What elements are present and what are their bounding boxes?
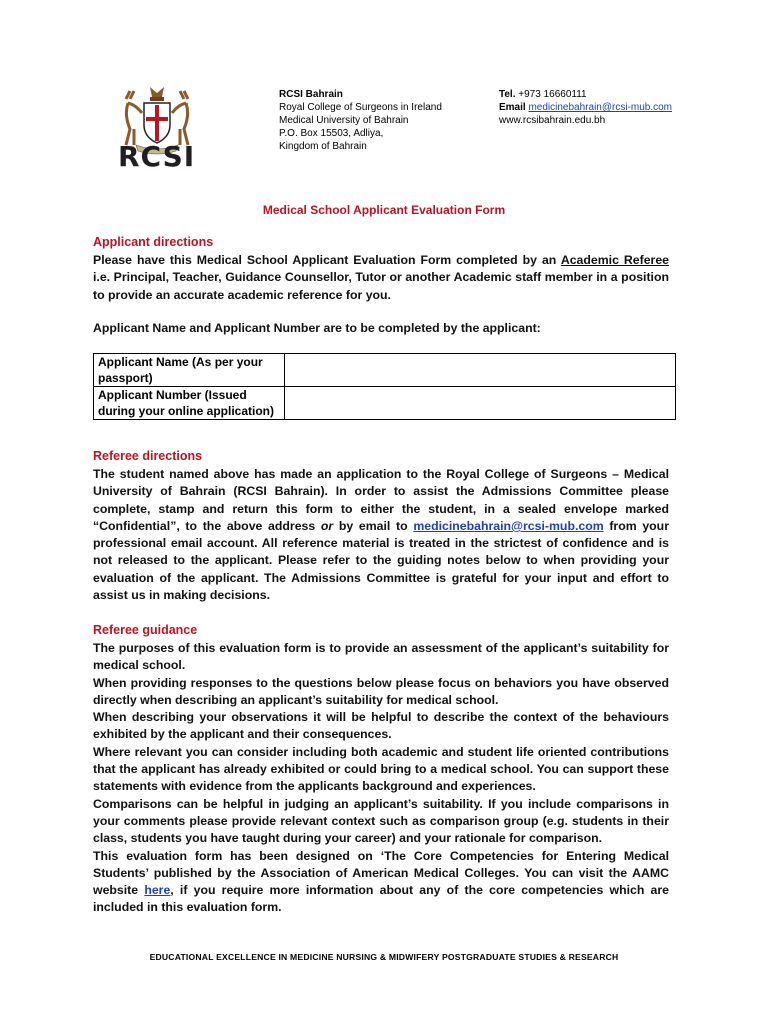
applicant-name-field[interactable] [285,354,676,387]
italic-or: or [320,518,334,533]
logo-wordmark: RCSI [118,140,196,173]
applicant-number-label: Applicant Number (Issued during your online application) [94,387,285,420]
referee-directions-heading: Referee directions [93,449,203,463]
address-line: Kingdom of Bahrain [279,141,367,152]
form-title: Medical School Applicant Evaluation Form [262,203,506,217]
applicant-directions-text [93,252,669,304]
guidance-paragraph [93,848,669,917]
address-line: Medical University of Bahrain [279,115,409,126]
address-block [279,88,442,153]
text: This evaluation form has been designed on ‘The Core Competencies for Entering Medical Students’ published by the Association of American Medical Colleges. You can visit the AAMC website [93,848,669,898]
guidance-paragraph: Comparisons can be helpful in judging an applicant’s suitability. If you include comparisons in your comments please provide relevant context such as comparison group (e.g. students in their class, students you have taught during your career) and your rationale for comparison. [93,796,669,846]
text: from your professional email account. All reference material is treated in the strictest of confidence and is not released to the applicant. Please refer to the guiding notes below to when providing your evaluation of the applicant. The Admissions Committee is grateful for your input and effort to assist us in making decisions. [93,518,669,603]
email-label: Email [499,102,526,113]
text: i.e. Principal, Teacher, Guidance Counsellor, Tutor or another Academic staff member in a position to provide an accurate academic reference for you. [93,270,669,302]
academic-referee-underlined: Academic Referee [560,253,669,267]
guidance-paragraph: When describing your observations it will be helpful to describe the context of the behaviours exhibited by the applicant and their consequences. [93,710,669,742]
text: The student named above has made an application to the Royal College of Surgeons – Medical University of Bahrain (RCSI Bahrain). In order to assist the Admissions Committee please complete, stamp and return this form to either the student, in a sealed envelope marked “Confidential”, to the above address [93,467,669,533]
applicant-table [93,353,676,420]
footer-tagline: EDUCATIONAL EXCELLENCE IN MEDICINE NURSING & MIDWIFERY POSTGRADUATE STUDIES & RESEARCH [149,952,619,962]
referee-guidance-heading: Referee guidance [93,623,198,637]
referee-guidance-text [93,640,669,917]
tel-label: Tel. [499,89,516,100]
text: Please have this Medical School Applicant Evaluation Form completed by an [93,253,561,267]
guidance-paragraph: The purposes of this evaluation form is to provide an assessment of the applicant’s suitability for medical school. [93,641,669,673]
tel-value: +973 16660111 [518,89,587,100]
applicant-name-label: Applicant Name (As per your passport) [94,354,285,387]
contact-block [499,88,672,127]
table-row [94,354,676,387]
institution-name: RCSI Bahrain [279,89,343,100]
website: www.rcsibahrain.edu.bh [499,115,606,126]
address-line: P.O. Box 15503, Adliya, [279,128,384,139]
email-link[interactable]: medicinebahrain@rcsi-mub.com [413,518,604,533]
email-link[interactable]: medicinebahrain@rcsi-mub.com [528,102,673,113]
applicant-directions-heading: Applicant directions [93,235,214,249]
guidance-paragraph: Where relevant you can consider including both academic and student life oriented contributions that the applicant has already exhibited or could bring to a medical school. You can support these statements with evidence from the applicants background and experiences. [93,744,669,794]
email [499,101,672,114]
referee-directions-text [93,466,669,604]
guidance-paragraph: When providing responses to the questions below please focus on behaviors you have observed directly when describing an applicant’s suitability for medical school. [93,675,669,707]
aamc-here-link[interactable]: here [144,883,171,898]
applicant-number-field[interactable] [285,387,676,420]
text: , if you require more information about any of the core competencies which are included in this evaluation form. [93,883,670,915]
telephone [499,88,672,101]
table-row [94,387,676,420]
address-line: Royal College of Surgeons in Ireland [279,102,442,113]
text: by email to [333,518,414,533]
applicant-note: Applicant Name and Applicant Number are to be completed by the applicant: [93,321,541,335]
